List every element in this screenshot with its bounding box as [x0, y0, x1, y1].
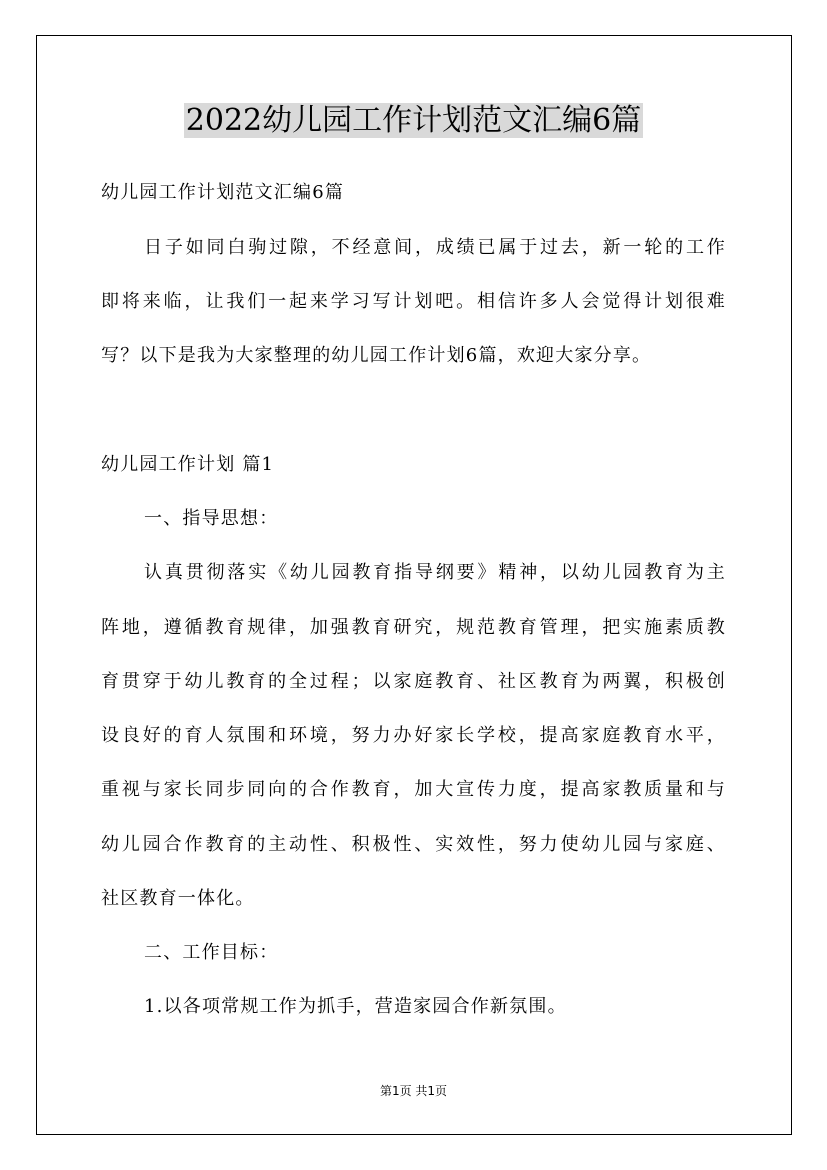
paragraph-line: 重视与家长同步同向的合作教育，加大宣传力度，提高家教质量和与: [101, 779, 726, 800]
paragraph-line: 阵地，遵循教育规律，加强教育研究，规范教育管理，把实施素质教: [101, 617, 726, 638]
paragraph-line: 日子如同白驹过隙，不经意间，成绩已属于过去，新一轮的工作: [144, 237, 726, 258]
document-title: 2022幼儿园工作计划范文汇编6篇: [185, 103, 642, 138]
paragraph-line: 设良好的育人氛围和环境，努力办好家长学校，提高家庭教育水平，: [101, 725, 726, 746]
page-footer: 第1页 共1页: [379, 1084, 448, 1098]
paragraph-line: 即将来临，让我们一起来学习写计划吧。相信许多人会觉得计划很难: [101, 291, 726, 312]
section-heading: 幼儿园工作计划 篇1: [101, 454, 275, 475]
paragraph-line: 写？以下是我为大家整理的幼儿园工作计划6篇，欢迎大家分享。: [101, 345, 652, 366]
subtitle-line: 幼儿园工作计划范文汇编6篇: [101, 182, 345, 203]
paragraph-line: 社区教育一体化。: [101, 888, 255, 909]
list-item: 1.以各项常规工作为抓手，营造家园合作新氛围。: [144, 996, 567, 1017]
subsection-heading: 一、指导思想：: [144, 508, 279, 529]
paragraph-line: 幼儿园合作教育的主动性、积极性、实效性，努力使幼儿园与家庭、: [101, 834, 726, 855]
paragraph-line: 认真贯彻落实《幼儿园教育指导纲要》精神，以幼儿园教育为主: [144, 562, 726, 583]
paragraph-line: 育贯穿于幼儿教育的全过程；以家庭教育、社区教育为两翼，积极创: [101, 671, 726, 692]
subsection-heading: 二、工作目标：: [144, 942, 279, 963]
